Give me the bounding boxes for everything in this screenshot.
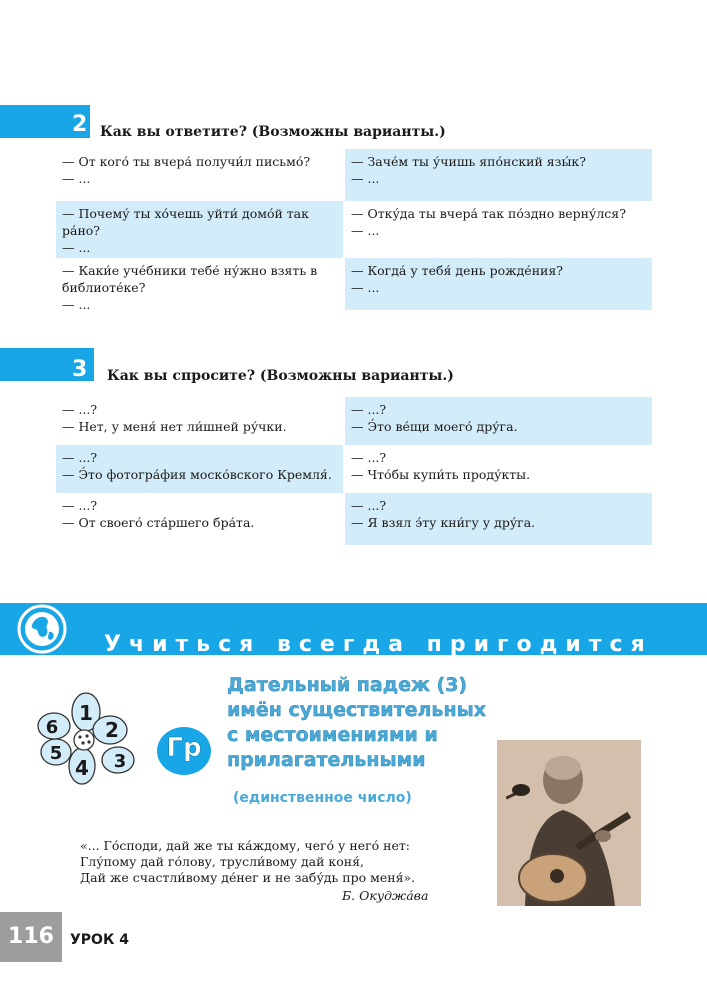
exercise-3-cell-line: — ...? [62, 450, 98, 465]
exercise-2-cell-line: — Почему́ ты хо́чешь уйти́ домо́й так [62, 206, 309, 221]
exercise-3-cell [345, 397, 652, 445]
exercise-3-cell [56, 445, 343, 493]
exercise-3-cell-line: — Я взял э́ту кни́гу у дру́га. [351, 515, 536, 530]
exercise-2-cell-line: — ... [62, 297, 91, 312]
exercise-2-cell-line: ра́но? [62, 223, 101, 238]
exercise-2-cell-line: — Каки́е уче́бники тебе́ ну́жно взять в [62, 263, 318, 278]
exercise-2-cell [56, 258, 343, 320]
grammar-title-line-3: с местоимениями и [227, 724, 438, 746]
exercise-3-cell-line: — ...? [62, 402, 98, 417]
exercise-2-cell-line: — ... [351, 223, 380, 238]
exercise-2-cell-line: — Когда́ у тебя́ день рожде́ния? [351, 263, 563, 278]
grammar-title-line-1: Дательный падеж (3) [227, 674, 468, 696]
flower-label-5: 5 [49, 743, 63, 764]
exercise-3-cell-line: — ...? [351, 402, 387, 417]
flower-label-6: 6 [45, 717, 59, 738]
grammar-badge-label: Гр [166, 733, 202, 763]
exercise-3-cell-line: — От своего́ ста́ршего бра́та. [62, 515, 255, 530]
page-number: 116 [0, 912, 62, 962]
exercise-3-cell-line: — ...? [351, 450, 387, 465]
globe-icon [16, 603, 68, 655]
portrait-photo [497, 740, 641, 906]
exercise-2-cell-line: библиоте́ке? [62, 280, 146, 295]
exercise-3-cell-line: — ...? [351, 498, 387, 513]
flower-label-2: 2 [105, 718, 119, 742]
exercise-2-cell [345, 149, 652, 201]
exercise-2-cell [345, 201, 652, 258]
exercise-3-cell-line: — Э́то ве́щи моего́ дру́га. [351, 419, 518, 434]
exercise-2-cell-line: — От кого́ ты вчера́ получи́л письмо́? [62, 154, 311, 169]
exercise-2-cell [56, 201, 343, 258]
exercise-3-cell [56, 493, 343, 545]
flower-label-1: 1 [79, 701, 93, 725]
exercise-3-cell-line: — Нет, у меня́ нет ли́шней ру́чки. [62, 419, 287, 434]
exercise-2-number: 2 [72, 112, 88, 137]
flower-center [74, 730, 94, 750]
lesson-label: УРОК 4 [70, 932, 130, 948]
grammar-title [227, 673, 486, 773]
exercise-3-cell-line: — ...? [62, 498, 98, 513]
exercise-3-cell-line: — Э́то фотогра́фия моско́вского Кремля́. [62, 467, 332, 482]
exercise-3-cell-line: — Что́бы купи́ть проду́кты. [351, 467, 531, 482]
quote-author: Б. Окуджа́ва [342, 888, 429, 903]
exercise-3-cell [345, 493, 652, 545]
exercise-2-cell-line: — ... [351, 171, 380, 186]
exercise-3-title: Как вы спросите? (Возможны варианты.) [107, 368, 454, 384]
quote-line-2: Глу́пому дай го́лову, трусли́вому дай коня́, [80, 854, 364, 869]
flower-illustration [28, 690, 148, 790]
exercise-3-cell [345, 445, 652, 493]
flower-label-3: 3 [113, 751, 127, 772]
exercise-3-cell [56, 397, 343, 445]
grammar-title-line-2: имён существительных [227, 699, 487, 721]
exercise-2-cell [56, 149, 343, 201]
exercise-2-cell [345, 258, 652, 310]
flower-label-4: 4 [75, 756, 89, 780]
exercise-2-cell-line: — ... [62, 240, 91, 255]
exercise-2-cell-line: — ... [351, 280, 380, 295]
poem-quote [80, 838, 415, 886]
banner-title: Учиться всегда пригодится [104, 632, 653, 657]
grammar-subtitle: (единственное число) [233, 790, 412, 806]
quote-line-3: Дай же счастли́вому де́нег и не забу́дь про меня́». [80, 870, 416, 885]
exercise-2-title: Как вы ответите? (Возможны варианты.) [100, 124, 446, 140]
exercise-2-cell-line: — Отку́да ты вчера́ так по́здно верну́лся? [351, 206, 626, 221]
exercise-2-cell-line: — ... [62, 171, 91, 186]
exercise-2-cell-line: — Заче́м ты у́чишь япо́нский язы́к? [351, 154, 586, 169]
exercise-3-number: 3 [72, 357, 88, 382]
quote-line-1: «... Го́споди, дай же ты ка́ждому, чего́ у него́ нет: [80, 838, 411, 853]
grammar-title-line-4: прилагательными [227, 749, 426, 771]
